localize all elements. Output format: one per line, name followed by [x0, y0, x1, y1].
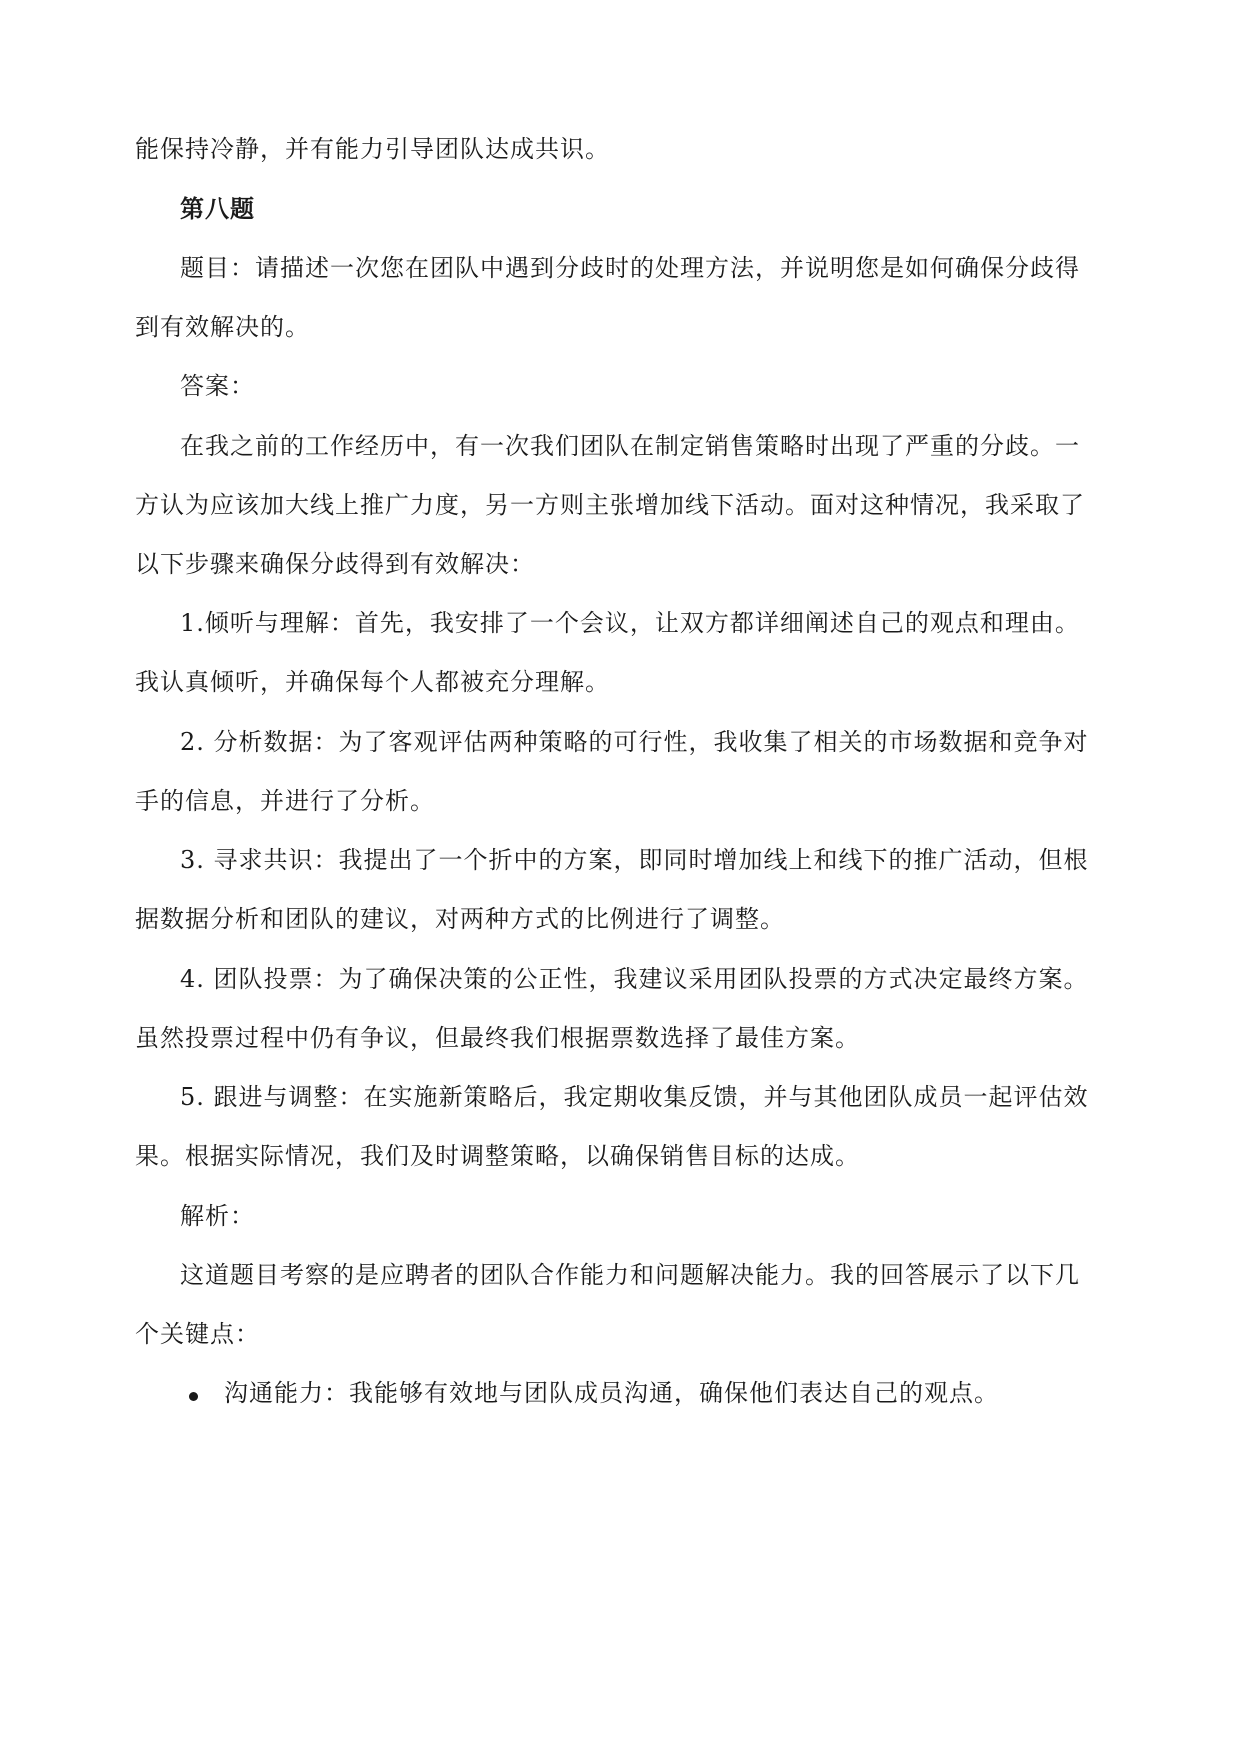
step-2: 2. 分析数据：为了客观评估两种策略的可行性，我收集了相关的市场数据和竞争对 [180, 728, 1089, 756]
analysis-label: 解析： [180, 1202, 255, 1230]
step-4: 4. 团队投票：为了确保决策的公正性，我建议采用团队投票的方式决定最终方案。 [180, 965, 1089, 993]
step-1: 1.倾听与理解：首先，我安排了一个会议，让双方都详细阐述自己的观点和理由。 [180, 609, 1080, 637]
analysis-paragraph: 个关键点： [135, 1320, 260, 1348]
continuation-text: 能保持冷静，并有能力引导团队达成共识。 [135, 135, 610, 163]
section-title: 第八题 [180, 194, 255, 223]
answer-label: 答案： [180, 372, 255, 400]
step-2: 手的信息，并进行了分析。 [135, 787, 435, 815]
answer-paragraph: 以下步骤来确保分歧得到有效解决： [135, 550, 535, 578]
bullet-dot-icon [189, 1392, 198, 1401]
step-5: 果。根据实际情况，我们及时调整策略，以确保销售目标的达成。 [135, 1142, 860, 1170]
question-text: 到有效解决的。 [135, 313, 310, 341]
question-text: 题目：请描述一次您在团队中遇到分歧时的处理方法，并说明您是如何确保分歧得 [180, 254, 1080, 282]
answer-paragraph: 在我之前的工作经历中，有一次我们团队在制定销售策略时出现了严重的分歧。一 [180, 432, 1080, 460]
step-5: 5. 跟进与调整：在实施新策略后，我定期收集反馈，并与其他团队成员一起评估效 [180, 1083, 1089, 1111]
answer-paragraph: 方认为应该加大线上推广力度，另一方则主张增加线下活动。面对这种情况，我采取了 [135, 491, 1085, 519]
step-3: 据数据分析和团队的建议，对两种方式的比例进行了调整。 [135, 905, 785, 933]
step-1: 我认真倾听，并确保每个人都被充分理解。 [135, 668, 610, 696]
step-4: 虽然投票过程中仍有争议，但最终我们根据票数选择了最佳方案。 [135, 1024, 860, 1052]
step-3: 3. 寻求共识：我提出了一个折中的方案，即同时增加线上和线下的推广活动，但根 [180, 846, 1089, 874]
analysis-paragraph: 这道题目考察的是应聘者的团队合作能力和问题解决能力。我的回答展示了以下几 [180, 1261, 1080, 1289]
bullet-item: 沟通能力：我能够有效地与团队成员沟通，确保他们表达自己的观点。 [224, 1379, 999, 1407]
